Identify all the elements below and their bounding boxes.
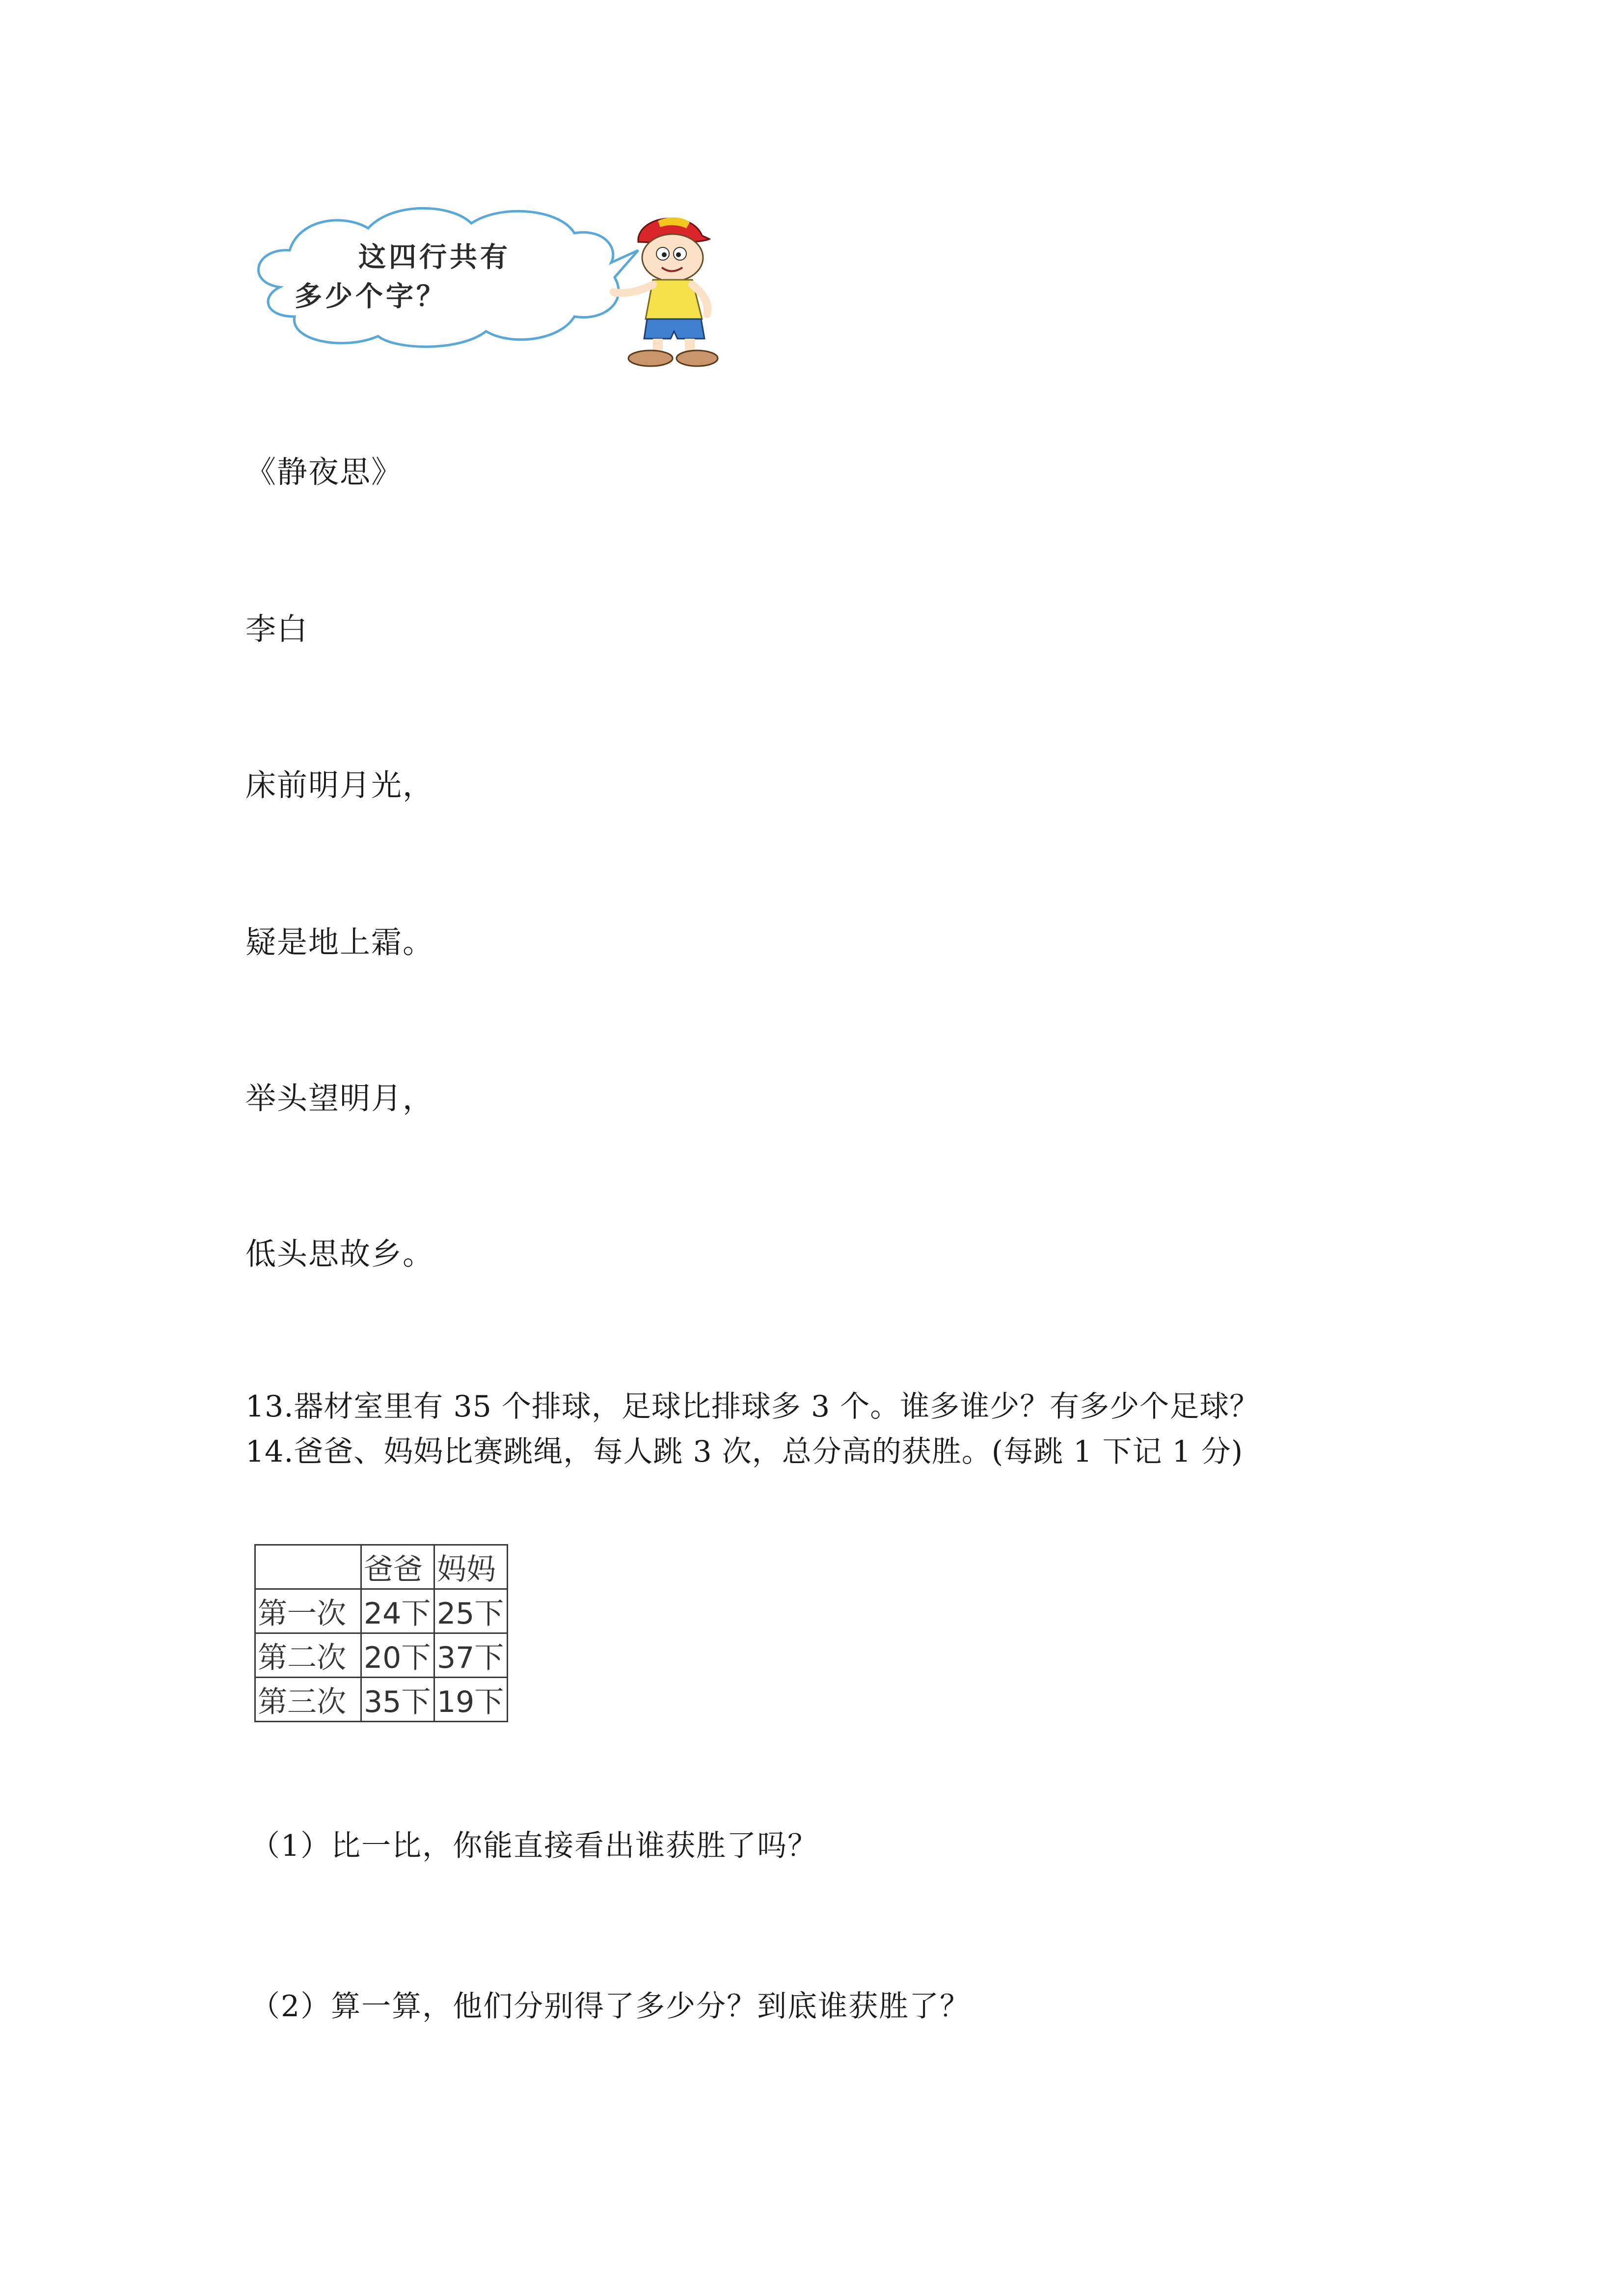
question-14: 14.爸爸、妈妈比赛跳绳，每人跳 3 次，总分高的获胜。(每跳 1 下记 1 分): [245, 1435, 1244, 1469]
table-cell: 19下: [434, 1678, 508, 1722]
poem-title: 《静夜思》: [245, 454, 403, 490]
table-header-cell: [255, 1545, 361, 1589]
table-header-cell: 妈妈: [434, 1545, 508, 1589]
jump-rope-score-table: [254, 1544, 508, 1722]
table-row: [255, 1633, 508, 1678]
poem-author: 李白: [245, 611, 309, 647]
table-cell: 37下: [434, 1633, 508, 1678]
question-14-part-2: （2）算一算，他们分别得了多少分？到底谁获胜了？: [250, 1989, 971, 2024]
table-header-row: [255, 1545, 508, 1589]
table-cell: 第二次: [255, 1633, 361, 1678]
table-cell: 第一次: [255, 1589, 361, 1633]
bubble-text-line-1: 这四行共有: [358, 241, 511, 273]
poem-line-4: 低头思故乡。: [245, 1236, 434, 1272]
table-cell: 24下: [361, 1589, 434, 1633]
table-cell: 20下: [361, 1633, 434, 1678]
poem-line-1: 床前明月光，: [245, 767, 434, 803]
speech-illustration: [245, 194, 736, 371]
table-row: [255, 1678, 508, 1722]
table-cell: 第三次: [255, 1678, 361, 1722]
table-cell: 35下: [361, 1678, 434, 1722]
question-13: 13.器材室里有 35 个排球，足球比排球多 3 个。谁多谁少？有多少个足球？: [245, 1389, 1260, 1424]
table-header-cell: 爸爸: [361, 1545, 434, 1589]
shorts-shape: [644, 319, 704, 339]
table-row: [255, 1589, 508, 1633]
table-cell: 25下: [434, 1589, 508, 1633]
question-14-part-1: （1）比一比，你能直接看出谁获胜了吗？: [250, 1829, 818, 1863]
bubble-text-line-2: 多少个字？: [295, 281, 447, 313]
boy-cartoon: [614, 217, 718, 366]
poem-line-2: 疑是地上霜。: [245, 924, 434, 960]
poem-line-3: 举头望明月，: [245, 1080, 434, 1116]
